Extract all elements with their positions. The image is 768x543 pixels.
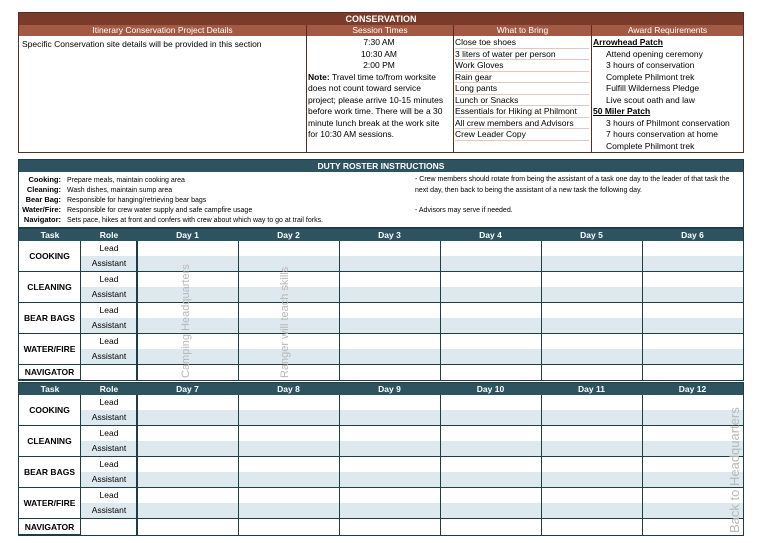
session-note: Note: Travel time to/from worksite does not count toward service project; please arrive 10-15 minutes before work time. There will be a 30 minute lunch break at the work site for 10:30 AM sessions. bbox=[308, 71, 444, 139]
task-bear-bags: BEAR BAGS bbox=[19, 303, 81, 334]
duty-role-desc: Responsible for hanging/retrieving bear bags bbox=[67, 197, 207, 204]
award-requirement: Fulfill Wilderness Pledge bbox=[606, 83, 700, 93]
watermark-day12: Back to Headquarters bbox=[727, 407, 742, 533]
column-divider bbox=[440, 395, 441, 535]
award-requirement: Complete Philmont trek bbox=[606, 140, 695, 151]
role-assistant: Assistant bbox=[81, 410, 137, 425]
bring-item: Long pants bbox=[455, 83, 589, 95]
role-assistant: Assistant bbox=[81, 441, 137, 456]
column-divider bbox=[440, 241, 441, 380]
day-header: Day 4 bbox=[479, 230, 502, 240]
duty-role-desc: Responsible for crew water supply and safe campfire usage bbox=[67, 207, 253, 214]
duty-role-desc: Prepare meals, maintain cooking area bbox=[67, 177, 185, 184]
row-divider bbox=[19, 364, 743, 365]
role-lead: Lead bbox=[99, 305, 119, 315]
itinerary-header: Itinerary Conservation Project Details bbox=[19, 25, 306, 36]
duty-role-desc: Sets pace, hikes at front and confers with crew about which way to go at trail forks. bbox=[67, 217, 324, 224]
duty-note-advisors: - Advisors may serve if needed. bbox=[415, 207, 513, 214]
day-header: Day 8 bbox=[277, 384, 300, 394]
column-divider bbox=[339, 241, 340, 380]
conservation-section bbox=[18, 12, 744, 153]
task-cooking: COOKING bbox=[19, 241, 81, 272]
roster-header-row bbox=[19, 383, 743, 395]
award-requirements-header: Award Requirements bbox=[592, 25, 743, 36]
duty-role-name: Water/Fire: bbox=[22, 205, 61, 214]
task-cleaning: CLEANING bbox=[19, 426, 81, 457]
task-bear-bags: BEAR BAGS bbox=[19, 457, 81, 488]
bring-item: Crew Leader Copy bbox=[455, 129, 589, 141]
duty-role-row bbox=[21, 215, 323, 226]
duty-roster-title: DUTY ROSTER INSTRUCTIONS bbox=[19, 160, 743, 172]
award-requirement: Live scout oath and law bbox=[606, 94, 695, 105]
session-time: 2:00 PM bbox=[363, 60, 395, 70]
column-divider bbox=[743, 241, 744, 380]
task-header: Task bbox=[40, 384, 60, 394]
role-lead: Lead bbox=[99, 397, 119, 407]
award-name: Arrowhead Patch bbox=[593, 37, 663, 47]
site-details: Specific Conservation site details will be provided in this section bbox=[22, 39, 262, 49]
role-assistant: Assistant bbox=[81, 318, 137, 333]
day-header: Day 10 bbox=[476, 384, 505, 394]
session-time: 7:30 AM bbox=[363, 37, 395, 47]
task-cooking: COOKING bbox=[19, 395, 81, 426]
role-lead: Lead bbox=[99, 336, 119, 346]
session-time: 10:30 AM bbox=[361, 48, 397, 59]
award-requirement: 3 hours of Philmont conservation bbox=[606, 117, 730, 128]
role-lead: Lead bbox=[99, 243, 119, 253]
column-divider bbox=[238, 241, 239, 380]
bring-item: Lunch or Snacks bbox=[455, 95, 589, 107]
role-header: Role bbox=[99, 230, 119, 240]
role-assistant: Assistant bbox=[81, 503, 137, 518]
role-assistant: Assistant bbox=[81, 287, 137, 302]
role-assistant: Assistant bbox=[81, 349, 137, 364]
role-divider bbox=[137, 241, 138, 380]
column-divider bbox=[541, 241, 542, 380]
award-requirement: Attend opening ceremony bbox=[606, 48, 703, 59]
award-name: 50 Miler Patch bbox=[593, 106, 651, 116]
award-requirement: 7 hours conservation at home bbox=[606, 129, 718, 139]
session-times bbox=[308, 37, 450, 141]
day-header: Day 12 bbox=[678, 384, 707, 394]
bring-item: All crew members and Advisors bbox=[455, 118, 589, 130]
task-cleaning: CLEANING bbox=[19, 272, 81, 303]
column-divider bbox=[238, 395, 239, 535]
what-to-bring-header: What to Bring bbox=[454, 25, 591, 36]
duty-role-name: Bear Bag: bbox=[25, 195, 61, 204]
roster-header-row bbox=[19, 229, 743, 241]
duty-note-rotation: - Crew members should rotate from being the assistant of a task one day to the leader of that task the next day, then back to being the assistant of a new task the following day. bbox=[415, 176, 730, 194]
duty-role-name: Cleaning: bbox=[26, 185, 61, 194]
role-assistant: Assistant bbox=[81, 256, 137, 271]
role-divider bbox=[137, 395, 138, 535]
role-lead: Lead bbox=[99, 428, 119, 438]
bring-item: 3 liters of water per person bbox=[455, 49, 589, 61]
duty-role-name: Navigator: bbox=[23, 215, 61, 224]
row-divider bbox=[19, 518, 743, 519]
column-divider bbox=[339, 395, 340, 535]
task-water-fire: WATER/FIRE bbox=[19, 334, 81, 365]
duty-roster-week-2 bbox=[18, 382, 744, 536]
duty-role-name: Cooking: bbox=[28, 175, 61, 184]
role-lead: Lead bbox=[99, 459, 119, 469]
duty-roster-week-1 bbox=[18, 228, 744, 381]
duty-role-desc: Wash dishes, maintain sump area bbox=[67, 187, 173, 194]
bring-item: Work Gloves bbox=[455, 60, 589, 72]
duty-roster-instructions bbox=[18, 159, 744, 228]
bring-item: Close toe shoes bbox=[455, 37, 589, 49]
column-divider bbox=[743, 395, 744, 535]
day-header: Day 1 bbox=[176, 230, 199, 240]
day-header: Day 9 bbox=[378, 384, 401, 394]
day-header: Day 11 bbox=[578, 384, 605, 394]
task-navigator: NAVIGATOR bbox=[19, 365, 81, 380]
task-header: Task bbox=[40, 230, 60, 240]
watermark-day2: Ranger will teach skills bbox=[279, 266, 291, 378]
role-header: Role bbox=[99, 384, 119, 394]
bring-item: Essentials for Hiking at Philmont bbox=[455, 106, 589, 118]
what-to-bring-list bbox=[455, 37, 589, 141]
task-water-fire: WATER/FIRE bbox=[19, 488, 81, 519]
award-requirements-list bbox=[593, 37, 741, 152]
day-header: Day 3 bbox=[378, 230, 401, 240]
column-divider bbox=[541, 395, 542, 535]
role-lead: Lead bbox=[99, 490, 119, 500]
award-requirement: 3 hours of conservation bbox=[606, 60, 695, 70]
column-divider bbox=[642, 395, 643, 535]
conservation-title: CONSERVATION bbox=[19, 13, 743, 25]
award-requirement: Complete Philmont trek bbox=[606, 71, 695, 82]
day-header: Day 7 bbox=[176, 384, 199, 394]
day-header: Day 5 bbox=[580, 230, 603, 240]
day-header: Day 6 bbox=[681, 230, 704, 240]
session-times-header: Session Times bbox=[307, 25, 453, 36]
day-header: Day 2 bbox=[277, 230, 300, 240]
column-divider bbox=[642, 241, 643, 380]
task-navigator: NAVIGATOR bbox=[19, 519, 81, 535]
role-lead: Lead bbox=[99, 274, 119, 284]
watermark-day1: Camping Headquarters bbox=[180, 264, 192, 378]
role-assistant: Assistant bbox=[81, 472, 137, 487]
bring-item: Rain gear bbox=[455, 72, 589, 84]
